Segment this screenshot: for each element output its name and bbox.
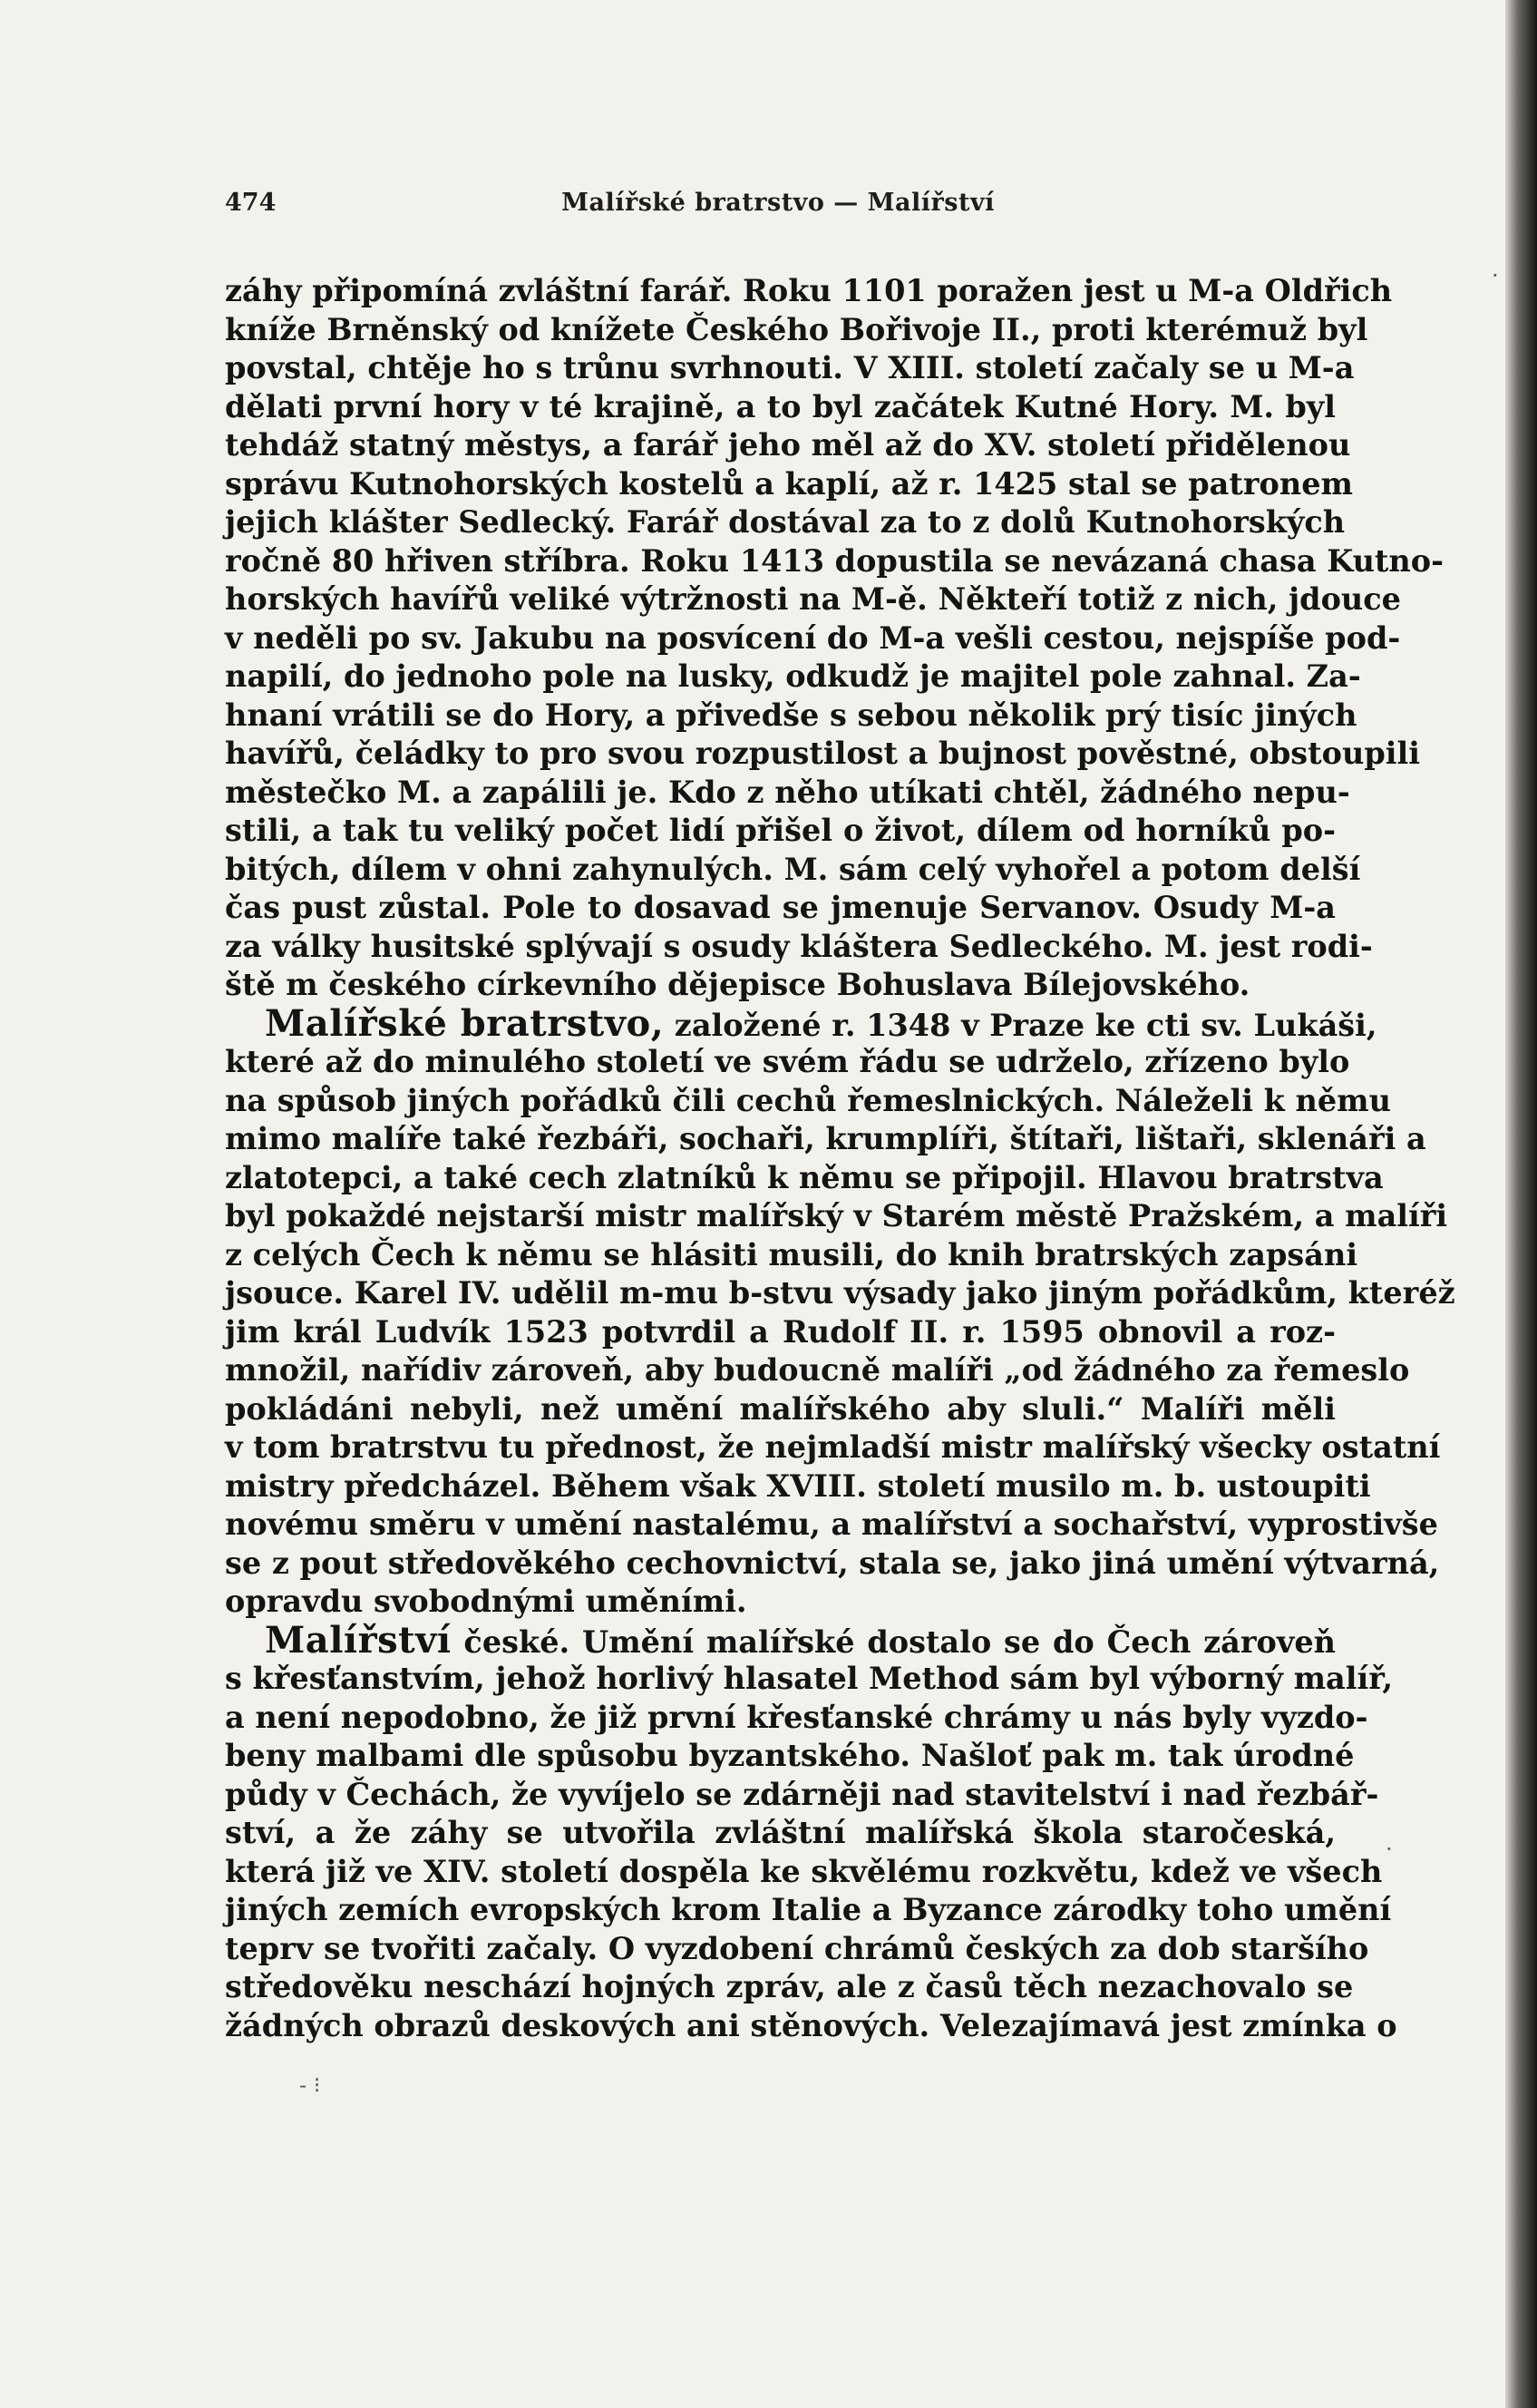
text-line — [225, 1853, 1383, 1892]
text-line — [225, 1428, 1441, 1467]
paragraph-malirstvi — [225, 1618, 1397, 2046]
text-line — [225, 619, 1401, 658]
text-line — [225, 1776, 1379, 1815]
text-line-content: středověku neschází hojných zpráv, ale z časů těch nezachovalo se — [225, 1969, 1354, 2004]
text-line — [225, 735, 1420, 774]
text-line-content: za války husitské splývají s osudy kláštera Sedleckého. M. jest rodi- — [225, 928, 1373, 964]
margin-mark: - ⁝ — [299, 2072, 321, 2098]
text-line-content: se z pout středověkého cechovnictví, stala se, jako jiná umění výtvarná, — [225, 1545, 1440, 1581]
text-line-content: povstal, chtěje ho s trůnu svrhnouti. V XIII. století začaly se u M-a — [225, 350, 1355, 385]
text-line-content: a není nepodobno, že již první křesťanské chrámy u nás byly vyzdo- — [225, 1699, 1368, 1735]
text-line-content: teprv se tvořiti začaly. O vyzdobení chrámů českých za dob staršího — [225, 1930, 1369, 1966]
text-line — [225, 1467, 1371, 1506]
page-header — [225, 189, 1331, 225]
margin-mark: · — [1492, 263, 1499, 288]
text-line — [225, 2007, 1397, 2046]
text-line-content: jejich klášter Sedlecký. Farář dostával za to z dolů Kutnohorských — [225, 504, 1346, 540]
margin-mark: · — [1386, 1837, 1393, 1862]
text-line — [225, 1001, 1377, 1045]
text-line-content: jsouce. Karel IV. udělil m-mu b-stvu výsady jako jiným pořádkům, kteréž — [225, 1275, 1455, 1311]
text-line-content: tehdáž statný městys, a farář jeho měl až do XV. století přidělenou — [225, 427, 1351, 463]
text-line — [225, 1583, 1336, 1622]
text-line — [225, 1197, 1448, 1236]
text-line-content: jiných zemích evropských krom Italie a Byzance zárodky toho umění — [225, 1892, 1392, 1927]
text-line — [225, 851, 1361, 890]
text-line-content: žádných obrazů deskových ani stěnových. Velezajímavá jest zmínka o — [225, 2007, 1397, 2043]
text-line — [225, 311, 1368, 350]
text-line — [225, 1274, 1455, 1313]
text-line-content: ště m českého církevního dějepisce Bohuslava Bílejovského. — [225, 967, 1250, 1002]
text-line-content: pokládáni nebyli, než umění malířského aby sluli.“ Malíři měli — [225, 1390, 1336, 1427]
text-line-content: havířů, čeládky to pro svou rozpustilost a bujnost pověstné, obstoupili — [225, 736, 1420, 771]
text-line-content: půdy v Čechách, že vyvíjelo se zdárněji nad stavitelství i nad řezbář- — [225, 1776, 1379, 1812]
text-line-content: mistry předcházel. Během však XVIII. století musilo m. b. ustoupiti — [225, 1467, 1371, 1504]
text-line-content: z celých Čech k němu se hlásiti musili, do knih bratrských zapsáni — [225, 1236, 1358, 1272]
running-title: Malířské bratrstvo — Malířství — [561, 189, 995, 217]
text-line-content: bitých, dílem v ohni zahynulých. M. sám celý vyhořel a potom delší — [225, 851, 1361, 887]
text-line — [225, 1737, 1355, 1776]
text-line — [225, 697, 1357, 736]
text-line-content: s křesťanstvím, jehož horlivý hlasatel Method sám byl výborný malíř, — [225, 1661, 1394, 1696]
text-line-content: hnaní vrátili se do Hory, a přivedše s sebou několik prý tisíc jiných — [225, 697, 1357, 733]
text-line — [225, 1313, 1336, 1352]
paragraph-mecholupy — [225, 272, 1445, 1005]
text-line-content: kníže Brněnský od knížete Českého Bořivoje II., proti kterémuž byl — [225, 311, 1368, 347]
text-line — [225, 465, 1353, 504]
text-line-content: beny malbami dle spůsobu byzantského. Našloť pak m. tak úrodné — [225, 1738, 1355, 1773]
page-edge-shadow — [1505, 0, 1537, 2408]
text-line — [225, 1390, 1336, 1429]
text-line-content: v neděli po sv. Jakubu na posvícení do M-a vešli cestou, nejspíše pod- — [225, 619, 1401, 656]
text-line — [225, 388, 1336, 427]
text-line-content: na spůsob jiných pořádků čili cechů řemeslnických. Náleželi k němu — [225, 1082, 1391, 1118]
text-line — [225, 1699, 1368, 1738]
text-line — [225, 1506, 1438, 1545]
text-line-content: čas pust zůstal. Pole to dosavad se jmenuje Servanov. Osudy M-a — [225, 890, 1336, 925]
text-line — [225, 1618, 1336, 1662]
text-line — [225, 889, 1336, 928]
text-line-content: založené r. 1348 v Praze ke cti sv. Lukáši, — [674, 1007, 1377, 1043]
text-line — [225, 426, 1351, 465]
text-line — [225, 1930, 1369, 1969]
body-text — [225, 272, 1455, 2045]
text-line-content: správu Kutnohorských kostelů a kaplí, až r. 1425 stal se patronem — [225, 465, 1353, 502]
text-line — [225, 349, 1355, 388]
paragraph-malirske-bratrstvo — [225, 1001, 1455, 1622]
text-line — [225, 812, 1336, 851]
text-line — [225, 1891, 1392, 1930]
text-line-content: české. Umění malířské dostalo se do Čech zároveň — [463, 1623, 1336, 1660]
text-line — [225, 1545, 1440, 1584]
text-line — [225, 928, 1373, 967]
entry-heading: Malířství — [265, 1618, 452, 1662]
text-line — [225, 542, 1445, 581]
text-line — [225, 1082, 1391, 1121]
text-line — [225, 1043, 1350, 1082]
text-line — [225, 503, 1346, 542]
text-line-content: ročně 80 hřiven stříbra. Roku 1413 dopustila se nevázaná chasa Kutno- — [225, 542, 1445, 579]
text-line — [225, 774, 1350, 813]
text-line-content: opravdu svobodnými uměními. — [225, 1584, 747, 1619]
text-line — [225, 1660, 1394, 1699]
text-line-content: které až do minulého století ve svém řádu se udrželo, zřízeno bylo — [225, 1044, 1350, 1079]
text-line-content: zlatotepci, a také cech zlatníků k němu se připojil. Hlavou bratrstva — [225, 1159, 1384, 1195]
text-line — [225, 658, 1361, 697]
text-line-content: byl pokaždé nejstarší mistr malířský v Starém městě Pražském, a malíři — [225, 1198, 1448, 1233]
text-line — [225, 580, 1401, 619]
text-line-content: horských havířů veliké výtržnosti na M-ě. Někteří totiž z nich, jdouce — [225, 581, 1401, 617]
text-line-content: jim král Ludvík 1523 potvrdil a Rudolf II. r. 1595 obnovil a roz- — [225, 1313, 1336, 1350]
text-line-content: napilí, do jednoho pole na lusky, odkudž je majitel pole zahnal. Za- — [225, 658, 1361, 694]
text-line — [225, 966, 1336, 1005]
text-line-content: mimo malíře také řezbáři, sochaři, krumplíři, štítaři, lištaři, sklenáři a — [225, 1121, 1426, 1156]
text-line-content: novému směru v umění nastalému, a malířství a sochařství, vyprostivše — [225, 1506, 1438, 1542]
text-line-content: množil, nařídiv zároveň, aby budoucně malíři „od žádného za řemeslo — [225, 1352, 1410, 1388]
text-line — [225, 1120, 1426, 1159]
text-line — [225, 1159, 1384, 1198]
text-line-content: stili, a tak tu veliký počet lidí přišel o život, dílem od horníků po- — [225, 813, 1336, 848]
text-line-content: dělati první hory v té krajině, a to byl začátek Kutné Hory. M. byl — [225, 388, 1336, 424]
text-line-content: která již ve XIV. století dospěla ke skvělému rozkvětu, kdež ve všech — [225, 1853, 1383, 1889]
text-line-content: záhy připomíná zvláštní farář. Roku 1101 poražen jest u M-a Oldřich — [225, 273, 1393, 308]
text-line — [225, 1236, 1358, 1275]
text-line — [225, 272, 1393, 311]
text-line-content: v tom bratrstvu tu přednost, že nejmladší mistr malířský všecky ostatní — [225, 1429, 1441, 1465]
text-line-content: ství, a že záhy se utvořila zvláštní malířská škola staročeská, — [225, 1815, 1336, 1850]
text-line — [225, 1814, 1336, 1853]
text-line — [225, 1351, 1410, 1390]
text-line — [225, 1968, 1354, 2007]
text-line-content: městečko M. a zapálili je. Kdo z něho utíkati chtěl, žádného nepu- — [225, 774, 1350, 810]
entry-heading: Malířské bratrstvo, — [265, 1001, 665, 1045]
page-number: 474 — [225, 189, 277, 217]
